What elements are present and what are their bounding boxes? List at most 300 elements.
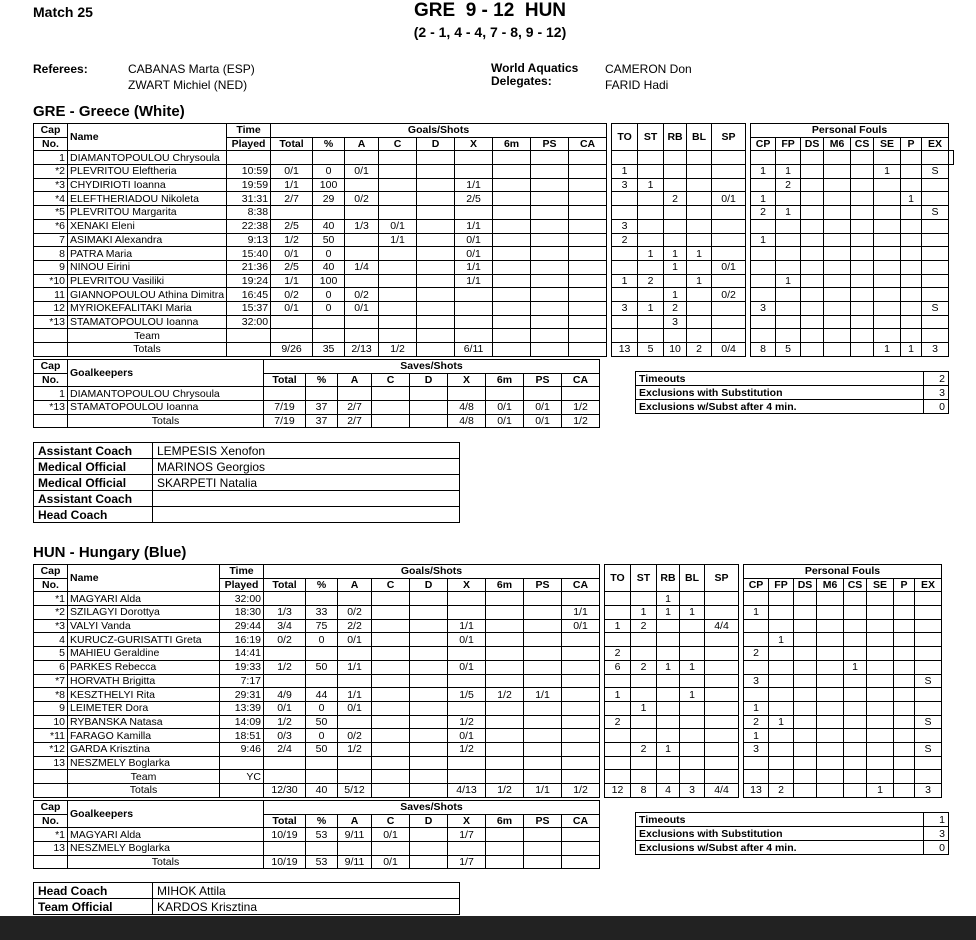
stat-cell bbox=[680, 770, 705, 784]
goalkeeper-row bbox=[34, 842, 600, 856]
stat-cell bbox=[874, 329, 901, 343]
stat-cell bbox=[612, 192, 638, 206]
stat-cell bbox=[915, 770, 942, 784]
player-row bbox=[34, 729, 942, 743]
stat-cell bbox=[531, 274, 569, 288]
player-name: PARKES Rebecca bbox=[68, 660, 220, 674]
stat-cell bbox=[824, 233, 851, 247]
stat-cell bbox=[712, 165, 746, 179]
stat-cell bbox=[776, 301, 801, 315]
stat-cell: *4 bbox=[34, 192, 68, 206]
stat-cell bbox=[531, 260, 569, 274]
stat-cell: 0/1 bbox=[338, 633, 372, 647]
stat-cell bbox=[901, 233, 922, 247]
stat-cell: 6 bbox=[605, 660, 631, 674]
stat-cell: 4/4 bbox=[705, 784, 739, 798]
stat-cell bbox=[372, 842, 410, 856]
stat-cell bbox=[631, 688, 657, 702]
stat-cell bbox=[531, 288, 569, 302]
player-row bbox=[34, 192, 954, 206]
stat-cell bbox=[824, 165, 851, 179]
stat-cell bbox=[612, 329, 638, 343]
stat-cell bbox=[486, 660, 524, 674]
stat-cell bbox=[817, 756, 844, 770]
stat-cell: 1 bbox=[751, 233, 776, 247]
header-saves-shots: Saves/Shots bbox=[264, 801, 600, 815]
stat-cell: 1/2 bbox=[562, 784, 600, 798]
stat-cell bbox=[844, 742, 867, 756]
stat-cell: 1/2 bbox=[338, 742, 372, 756]
stat-cell: 1 bbox=[664, 260, 687, 274]
goalkeeper-name: DIAMANTOPOULOU Chrysoula bbox=[68, 387, 264, 401]
stat-cell bbox=[901, 274, 922, 288]
stat-cell bbox=[562, 674, 600, 688]
stat-cell bbox=[894, 606, 915, 620]
summary-label: Exclusions w/Subst after 4 min. bbox=[636, 841, 924, 855]
summary-label: Exclusions with Substitution bbox=[636, 827, 924, 841]
stat-cell bbox=[605, 701, 631, 715]
stat-cell bbox=[915, 660, 942, 674]
stat-cell: 0/2 bbox=[345, 192, 379, 206]
goalkeeper-name: Totals bbox=[68, 414, 264, 428]
stat-cell: 40 bbox=[313, 260, 345, 274]
stat-cell bbox=[744, 756, 769, 770]
stat-cell: 13 bbox=[34, 756, 68, 770]
stat-cell bbox=[894, 715, 915, 729]
stat-cell bbox=[486, 715, 524, 729]
stat-cell bbox=[744, 592, 769, 606]
stat-cell bbox=[687, 233, 712, 247]
stat-cell bbox=[776, 315, 801, 329]
stat-cell bbox=[874, 178, 901, 192]
stat-cell bbox=[493, 192, 531, 206]
stat-cell: 1/1 bbox=[379, 233, 417, 247]
summary-value: 3 bbox=[924, 386, 949, 400]
stat-cell bbox=[631, 756, 657, 770]
stat-cell bbox=[844, 592, 867, 606]
stat-cell bbox=[844, 619, 867, 633]
stat-cell bbox=[794, 715, 817, 729]
stat-cell: 12 bbox=[605, 784, 631, 798]
stat-cell bbox=[824, 260, 851, 274]
stat-cell bbox=[801, 151, 824, 165]
stat-cell bbox=[874, 288, 901, 302]
stat-cell bbox=[844, 633, 867, 647]
player-row bbox=[34, 315, 954, 329]
header-no: No. bbox=[34, 373, 68, 387]
stat-cell bbox=[34, 770, 68, 784]
stat-cell bbox=[844, 647, 867, 661]
stat-cell: *11 bbox=[34, 729, 68, 743]
stat-cell bbox=[631, 770, 657, 784]
header-bl: BL bbox=[687, 124, 712, 151]
stat-cell: 2 bbox=[631, 619, 657, 633]
stat-cell: 0/2 bbox=[271, 288, 313, 302]
stat-cell bbox=[851, 315, 874, 329]
stat-cell: 2 bbox=[605, 647, 631, 661]
header-goals-shots: Goals/Shots bbox=[271, 124, 607, 138]
stat-cell: 2 bbox=[776, 178, 801, 192]
official-role: Medical Official bbox=[34, 459, 153, 475]
stat-cell bbox=[493, 233, 531, 247]
summary-label: Exclusions with Substitution bbox=[636, 386, 924, 400]
stat-cell bbox=[410, 606, 448, 620]
stat-cell: 2 bbox=[751, 206, 776, 220]
stat-cell bbox=[915, 606, 942, 620]
stat-cell bbox=[531, 315, 569, 329]
stat-cell bbox=[345, 274, 379, 288]
stat-cell bbox=[524, 647, 562, 661]
stat-cell bbox=[657, 647, 680, 661]
stat-cell bbox=[824, 178, 851, 192]
stat-cell bbox=[493, 151, 531, 165]
stat-cell bbox=[922, 329, 949, 343]
stat-cell: 75 bbox=[306, 619, 338, 633]
player-name: NESZMELY Boglarka bbox=[68, 756, 220, 770]
stat-cell bbox=[264, 756, 306, 770]
player-name: Team bbox=[68, 329, 227, 343]
stat-cell bbox=[410, 701, 448, 715]
stat-cell bbox=[901, 247, 922, 261]
stat-cell bbox=[531, 192, 569, 206]
stat-cell bbox=[867, 633, 894, 647]
stat-cell: 0/1 bbox=[448, 660, 486, 674]
player-name: SZILAGYI Dorottya bbox=[68, 606, 220, 620]
stat-cell bbox=[345, 315, 379, 329]
stat-cell: 1/2 bbox=[271, 233, 313, 247]
stat-cell bbox=[486, 592, 524, 606]
player-stats-table bbox=[33, 564, 942, 798]
stat-cell bbox=[34, 855, 68, 869]
stat-cell bbox=[531, 329, 569, 343]
stat-cell bbox=[531, 219, 569, 233]
stat-cell: S bbox=[915, 715, 942, 729]
stat-cell bbox=[901, 315, 922, 329]
stat-cell bbox=[345, 178, 379, 192]
stat-cell bbox=[486, 842, 524, 856]
summary-value: 0 bbox=[924, 400, 949, 414]
header-col: Total bbox=[264, 814, 306, 828]
stat-cell bbox=[874, 247, 901, 261]
goalkeeper-table bbox=[33, 800, 600, 869]
stat-cell bbox=[817, 633, 844, 647]
taskbar bbox=[0, 916, 976, 940]
stat-cell: 31:31 bbox=[227, 192, 271, 206]
stat-cell bbox=[705, 770, 739, 784]
stat-cell bbox=[417, 219, 455, 233]
stat-cell bbox=[680, 701, 705, 715]
stat-cell: *1 bbox=[34, 592, 68, 606]
header-goalkeepers: Goalkeepers bbox=[68, 360, 264, 387]
goalkeeper-totals-row bbox=[34, 414, 600, 428]
header-col: A bbox=[338, 578, 372, 592]
stat-cell bbox=[851, 301, 874, 315]
player-row bbox=[34, 165, 954, 179]
stat-cell bbox=[612, 151, 638, 165]
header-col: D bbox=[417, 137, 455, 151]
player-row bbox=[34, 701, 942, 715]
stat-cell: *13 bbox=[34, 401, 68, 415]
official-role: Assistant Coach bbox=[34, 443, 153, 459]
stat-cell bbox=[794, 756, 817, 770]
stat-cell: 10 bbox=[664, 343, 687, 357]
stat-cell: 2/5 bbox=[455, 192, 493, 206]
stat-cell bbox=[657, 770, 680, 784]
header-col: CA bbox=[562, 373, 600, 387]
team-summary-box bbox=[635, 371, 949, 414]
stat-cell bbox=[867, 647, 894, 661]
header-col: X bbox=[448, 578, 486, 592]
stat-cell bbox=[410, 855, 448, 869]
stat-cell bbox=[824, 151, 851, 165]
stat-cell bbox=[874, 260, 901, 274]
stat-cell bbox=[569, 165, 607, 179]
stat-cell bbox=[894, 770, 915, 784]
stat-cell: 1/2 bbox=[264, 715, 306, 729]
stat-cell bbox=[664, 151, 687, 165]
stat-cell: 1 bbox=[631, 701, 657, 715]
summary-label: Timeouts bbox=[636, 813, 924, 827]
header-foul: DS bbox=[801, 137, 824, 151]
stat-cell bbox=[562, 715, 600, 729]
stat-cell: 0/2 bbox=[712, 288, 746, 302]
stat-cell bbox=[844, 770, 867, 784]
delegate-1: CAMERON Don bbox=[605, 62, 692, 76]
stat-cell bbox=[372, 715, 410, 729]
header-st: ST bbox=[638, 124, 664, 151]
stat-cell bbox=[569, 178, 607, 192]
header-col: CA bbox=[562, 814, 600, 828]
stat-cell bbox=[705, 688, 739, 702]
player-name: NINOU Eirini bbox=[68, 260, 227, 274]
stat-cell bbox=[631, 592, 657, 606]
header-foul: CS bbox=[844, 578, 867, 592]
stat-cell bbox=[922, 178, 949, 192]
stat-cell bbox=[817, 742, 844, 756]
player-row bbox=[34, 151, 954, 165]
stat-cell bbox=[34, 414, 68, 428]
goalkeeper-row bbox=[34, 828, 600, 842]
stat-cell bbox=[687, 151, 712, 165]
official-role: Team Official bbox=[34, 899, 153, 915]
stat-cell: YC bbox=[220, 770, 264, 784]
stat-cell bbox=[631, 729, 657, 743]
stat-cell: 0/1 bbox=[562, 619, 600, 633]
header-col: X bbox=[455, 137, 493, 151]
stat-cell: 1/3 bbox=[345, 219, 379, 233]
header-foul: FP bbox=[776, 137, 801, 151]
stat-cell: 8:38 bbox=[227, 206, 271, 220]
stat-cell bbox=[372, 633, 410, 647]
stat-cell bbox=[894, 756, 915, 770]
stat-cell bbox=[569, 192, 607, 206]
stat-cell bbox=[824, 288, 851, 302]
stat-cell: 1/1 bbox=[562, 606, 600, 620]
header-foul: M6 bbox=[817, 578, 844, 592]
stat-cell bbox=[306, 387, 338, 401]
stat-cell bbox=[894, 688, 915, 702]
stat-cell bbox=[867, 729, 894, 743]
stat-cell bbox=[486, 633, 524, 647]
stat-cell bbox=[801, 206, 824, 220]
header-personal-fouls: Personal Fouls bbox=[744, 565, 942, 579]
stat-cell bbox=[448, 674, 486, 688]
stat-cell: 1/1 bbox=[455, 178, 493, 192]
stat-cell bbox=[894, 619, 915, 633]
stat-cell: 1 bbox=[612, 274, 638, 288]
team-title: HUN - Hungary (Blue) bbox=[33, 544, 187, 561]
stat-cell: 1 bbox=[638, 178, 664, 192]
stat-cell bbox=[264, 770, 306, 784]
player-name: HORVATH Brigitta bbox=[68, 674, 220, 688]
header-foul: CP bbox=[751, 137, 776, 151]
player-name: PATRA Maria bbox=[68, 247, 227, 261]
stat-cell: 0/1 bbox=[524, 401, 562, 415]
stat-cell: 15:37 bbox=[227, 301, 271, 315]
stat-cell: 50 bbox=[306, 715, 338, 729]
stat-cell bbox=[901, 178, 922, 192]
stat-cell bbox=[313, 151, 345, 165]
stat-cell bbox=[705, 701, 739, 715]
stat-cell bbox=[922, 288, 949, 302]
stat-cell bbox=[562, 855, 600, 869]
stat-cell bbox=[680, 619, 705, 633]
stat-cell bbox=[417, 274, 455, 288]
stat-cell bbox=[894, 674, 915, 688]
stat-cell: 1 bbox=[776, 206, 801, 220]
stat-cell: 0/3 bbox=[264, 729, 306, 743]
stat-cell: 1 bbox=[657, 660, 680, 674]
stat-cell bbox=[486, 729, 524, 743]
stat-cell bbox=[817, 647, 844, 661]
stat-cell bbox=[524, 770, 562, 784]
stat-cell bbox=[417, 260, 455, 274]
stat-cell: 0/1 bbox=[372, 855, 410, 869]
stat-cell bbox=[915, 729, 942, 743]
stat-cell: 18:30 bbox=[220, 606, 264, 620]
stat-cell: 53 bbox=[306, 855, 338, 869]
player-name: PLEVRITOU Vasiliki bbox=[68, 274, 227, 288]
stat-cell: 1 bbox=[34, 151, 68, 165]
stat-cell bbox=[769, 660, 794, 674]
player-stats-table bbox=[33, 123, 954, 357]
stat-cell bbox=[664, 329, 687, 343]
stat-cell bbox=[524, 729, 562, 743]
stat-cell: 10:59 bbox=[227, 165, 271, 179]
stat-cell bbox=[417, 206, 455, 220]
stat-cell bbox=[524, 855, 562, 869]
stat-cell bbox=[612, 206, 638, 220]
stat-cell bbox=[338, 592, 372, 606]
stat-cell bbox=[486, 647, 524, 661]
stat-cell bbox=[744, 633, 769, 647]
stat-cell bbox=[264, 842, 306, 856]
stat-cell bbox=[493, 329, 531, 343]
stat-cell bbox=[867, 770, 894, 784]
stat-cell: 2/5 bbox=[271, 260, 313, 274]
stat-cell bbox=[410, 688, 448, 702]
stat-cell bbox=[922, 233, 949, 247]
stat-cell bbox=[867, 592, 894, 606]
stat-cell bbox=[605, 742, 631, 756]
player-row bbox=[34, 633, 942, 647]
stat-cell bbox=[657, 674, 680, 688]
stat-cell bbox=[949, 151, 954, 165]
stat-cell: 1/2 bbox=[379, 343, 417, 357]
stat-cell bbox=[410, 756, 448, 770]
stat-cell: 1/1 bbox=[524, 784, 562, 798]
stat-cell: 19:59 bbox=[227, 178, 271, 192]
player-name: Totals bbox=[68, 343, 227, 357]
header-col: D bbox=[410, 373, 448, 387]
stat-cell: 2/4 bbox=[264, 742, 306, 756]
stat-cell: 1/2 bbox=[486, 784, 524, 798]
stat-cell: 3 bbox=[680, 784, 705, 798]
stat-cell: S bbox=[915, 674, 942, 688]
stat-cell bbox=[712, 315, 746, 329]
stat-cell: 50 bbox=[306, 742, 338, 756]
header-col: C bbox=[379, 137, 417, 151]
player-row bbox=[34, 715, 942, 729]
stat-cell bbox=[372, 688, 410, 702]
stat-cell bbox=[605, 674, 631, 688]
stat-cell: 50 bbox=[306, 660, 338, 674]
stat-cell: 1 bbox=[664, 247, 687, 261]
stat-cell bbox=[844, 756, 867, 770]
header-foul: M6 bbox=[824, 137, 851, 151]
stat-cell bbox=[410, 770, 448, 784]
player-name: MYRIOKEFALITAKI Maria bbox=[68, 301, 227, 315]
player-name: DIAMANTOPOULOU Chrysoula bbox=[68, 151, 227, 165]
stat-cell: *6 bbox=[34, 219, 68, 233]
stat-cell: 13 bbox=[744, 784, 769, 798]
stat-cell bbox=[794, 619, 817, 633]
goalkeeper-row bbox=[34, 387, 600, 401]
stat-cell bbox=[372, 387, 410, 401]
header-col: % bbox=[313, 137, 345, 151]
stat-cell: 29:31 bbox=[220, 688, 264, 702]
header-foul: SE bbox=[874, 137, 901, 151]
stat-cell: 1 bbox=[680, 660, 705, 674]
stat-cell bbox=[638, 260, 664, 274]
score-title: GRE 9 - 12 HUN bbox=[413, 0, 567, 21]
stat-cell: 9/11 bbox=[338, 855, 372, 869]
stat-cell: 0/2 bbox=[338, 729, 372, 743]
stat-cell: 1/1 bbox=[448, 619, 486, 633]
stat-cell bbox=[824, 247, 851, 261]
stat-cell bbox=[657, 688, 680, 702]
header-col: A bbox=[338, 814, 372, 828]
stat-cell: 0/4 bbox=[712, 343, 746, 357]
delegates-label-2: Delegates: bbox=[491, 74, 552, 88]
stat-cell bbox=[851, 247, 874, 261]
stat-cell bbox=[687, 178, 712, 192]
header-sp: SP bbox=[712, 124, 746, 151]
header-no: No. bbox=[34, 814, 68, 828]
stat-cell bbox=[874, 315, 901, 329]
stat-cell: 0 bbox=[313, 165, 345, 179]
header-time: Time bbox=[227, 124, 271, 138]
stat-cell: 100 bbox=[313, 274, 345, 288]
stat-cell: 0/1 bbox=[712, 192, 746, 206]
stat-cell bbox=[372, 647, 410, 661]
header-played: Played bbox=[227, 137, 271, 151]
player-row bbox=[34, 606, 942, 620]
stat-cell bbox=[524, 756, 562, 770]
player-row bbox=[34, 233, 954, 247]
header-col: % bbox=[306, 814, 338, 828]
delegate-2: FARID Hadi bbox=[605, 78, 669, 92]
